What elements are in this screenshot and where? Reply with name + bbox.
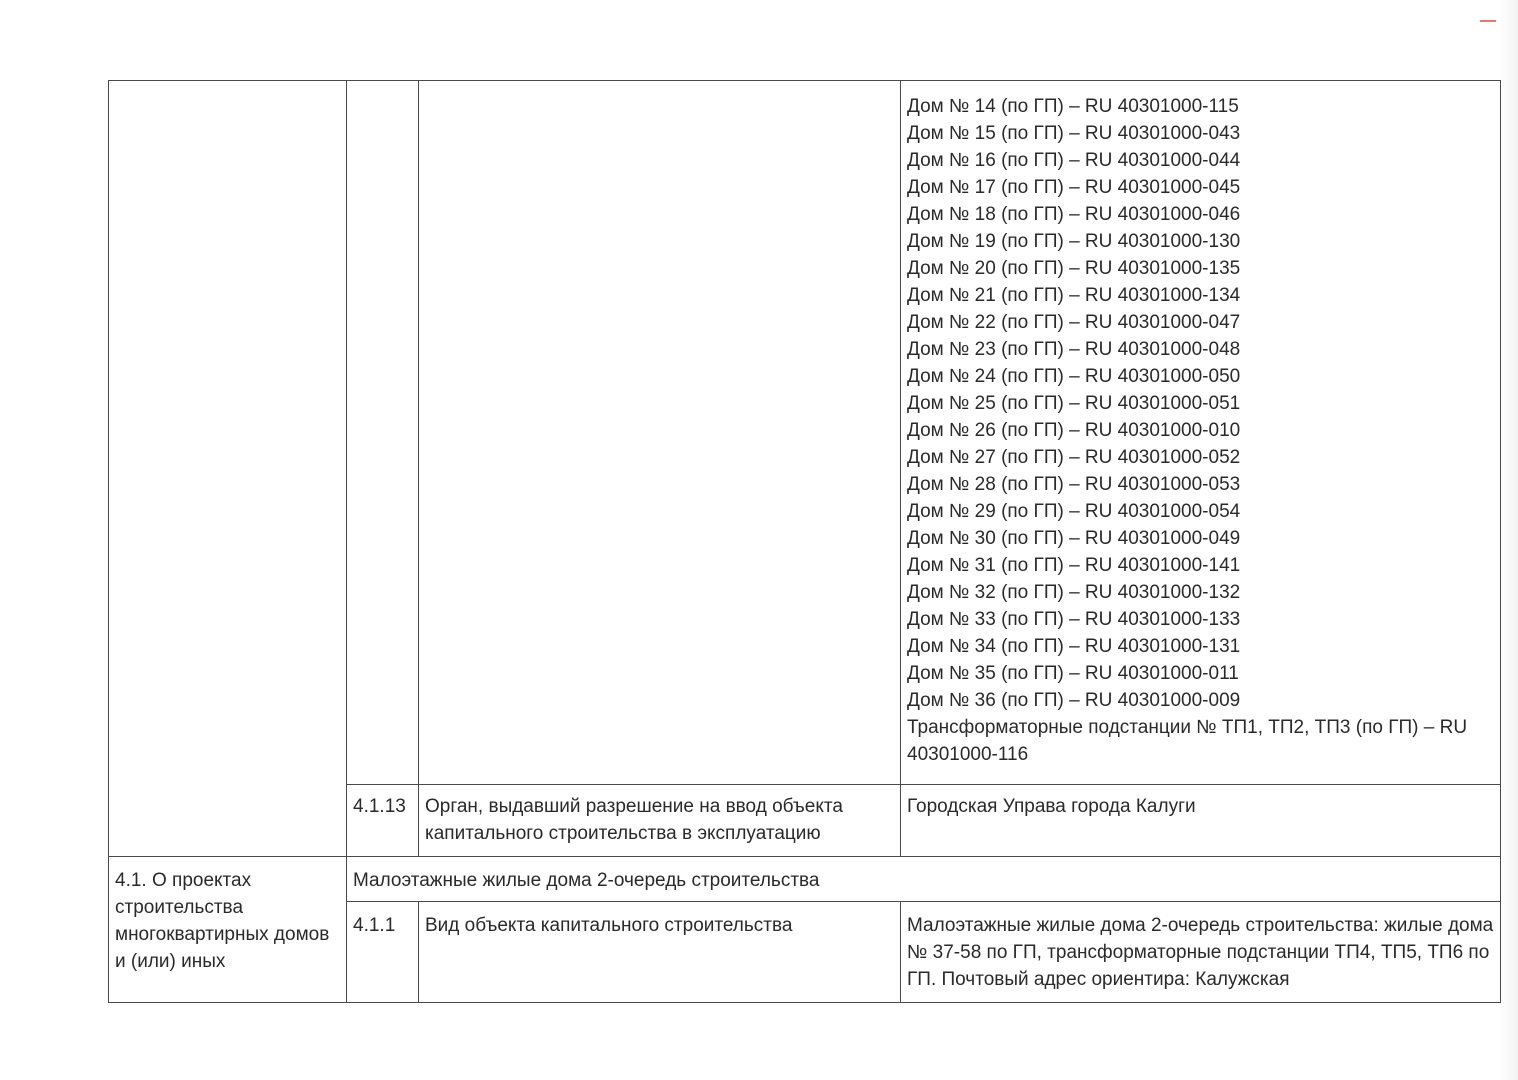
permit-line: Дом № 36 (по ГП) – RU 40301000-009 (907, 690, 1241, 711)
code-4113: 4.1.13 (347, 785, 419, 857)
permit-line: Дом № 33 (по ГП) – RU 40301000-133 (907, 609, 1241, 630)
permit-line: Дом № 31 (по ГП) – RU 40301000-141 (907, 555, 1241, 576)
permit-line: Дом № 19 (по ГП) – RU 40301000-130 (907, 231, 1241, 252)
permit-line: Дом № 28 (по ГП) – RU 40301000-053 (907, 474, 1241, 495)
value-411: Малоэтажные жилые дома 2-очередь строительства: жилые дома № 37-58 по ГП, трансформаторные подстанции ТП4, ТП5, ТП6 по ГП. Почтовый адрес ориентира: Калужская (901, 902, 1501, 1003)
section-heading: Малоэтажные жилые дома 2-очередь строительства (347, 857, 1501, 902)
permit-line: Дом № 16 (по ГП) – RU 40301000-044 (907, 150, 1241, 171)
permit-line: Дом № 25 (по ГП) – RU 40301000-051 (907, 393, 1241, 414)
table-row-section-heading (109, 857, 1501, 902)
permit-line: Дом № 17 (по ГП) – RU 40301000-045 (907, 177, 1241, 198)
permit-line: Дом № 14 (по ГП) – RU 40301000-115 (907, 96, 1239, 117)
permit-line: Дом № 27 (по ГП) – RU 40301000-052 (907, 447, 1241, 468)
permit-line: Дом № 34 (по ГП) – RU 40301000-131 (907, 636, 1241, 657)
permit-line: Дом № 18 (по ГП) – RU 40301000-046 (907, 204, 1241, 225)
section-cell-empty (109, 81, 347, 857)
permit-line: Дом № 32 (по ГП) – RU 40301000-132 (907, 582, 1241, 603)
scan-edge (1500, 0, 1518, 1080)
label-4113: Орган, выдавший разрешение на ввод объекта капитального строительства в эксплуатацию (419, 785, 901, 857)
label-cell-empty (419, 81, 901, 785)
code-411: 4.1.1 (347, 902, 419, 1003)
permit-line: Дом № 23 (по ГП) – RU 40301000-048 (907, 339, 1241, 360)
permit-line: Дом № 29 (по ГП) – RU 40301000-054 (907, 501, 1241, 522)
code-cell-empty (347, 81, 419, 785)
table-row-permits (109, 81, 1501, 785)
permit-line: Дом № 30 (по ГП) – RU 40301000-049 (907, 528, 1241, 549)
permit-line: Дом № 15 (по ГП) – RU 40301000-043 (907, 123, 1241, 144)
permit-line: Дом № 20 (по ГП) – RU 40301000-135 (907, 258, 1241, 279)
permit-list (907, 93, 1494, 714)
permit-line: Дом № 21 (по ГП) – RU 40301000-134 (907, 285, 1241, 306)
document-table (108, 80, 1501, 1003)
permit-line: Дом № 24 (по ГП) – RU 40301000-050 (907, 366, 1241, 387)
section-title: 4.1. О проектах строительства многоквартирных домов и (или) иных (109, 857, 347, 1003)
corner-mark (1480, 20, 1496, 22)
label-411: Вид объекта капитального строительства (419, 902, 901, 1003)
permit-line: Дом № 22 (по ГП) – RU 40301000-047 (907, 312, 1241, 333)
transformer-permit: Трансформаторные подстанции № ТП1, ТП2, ТП3 (по ГП) – RU 40301000-116 (907, 717, 1468, 765)
permit-line: Дом № 26 (по ГП) – RU 40301000-010 (907, 420, 1241, 441)
permits-cell (901, 81, 1501, 785)
value-4113: Городская Управа города Калуги (901, 785, 1501, 857)
permit-line: Дом № 35 (по ГП) – RU 40301000-011 (907, 663, 1239, 684)
